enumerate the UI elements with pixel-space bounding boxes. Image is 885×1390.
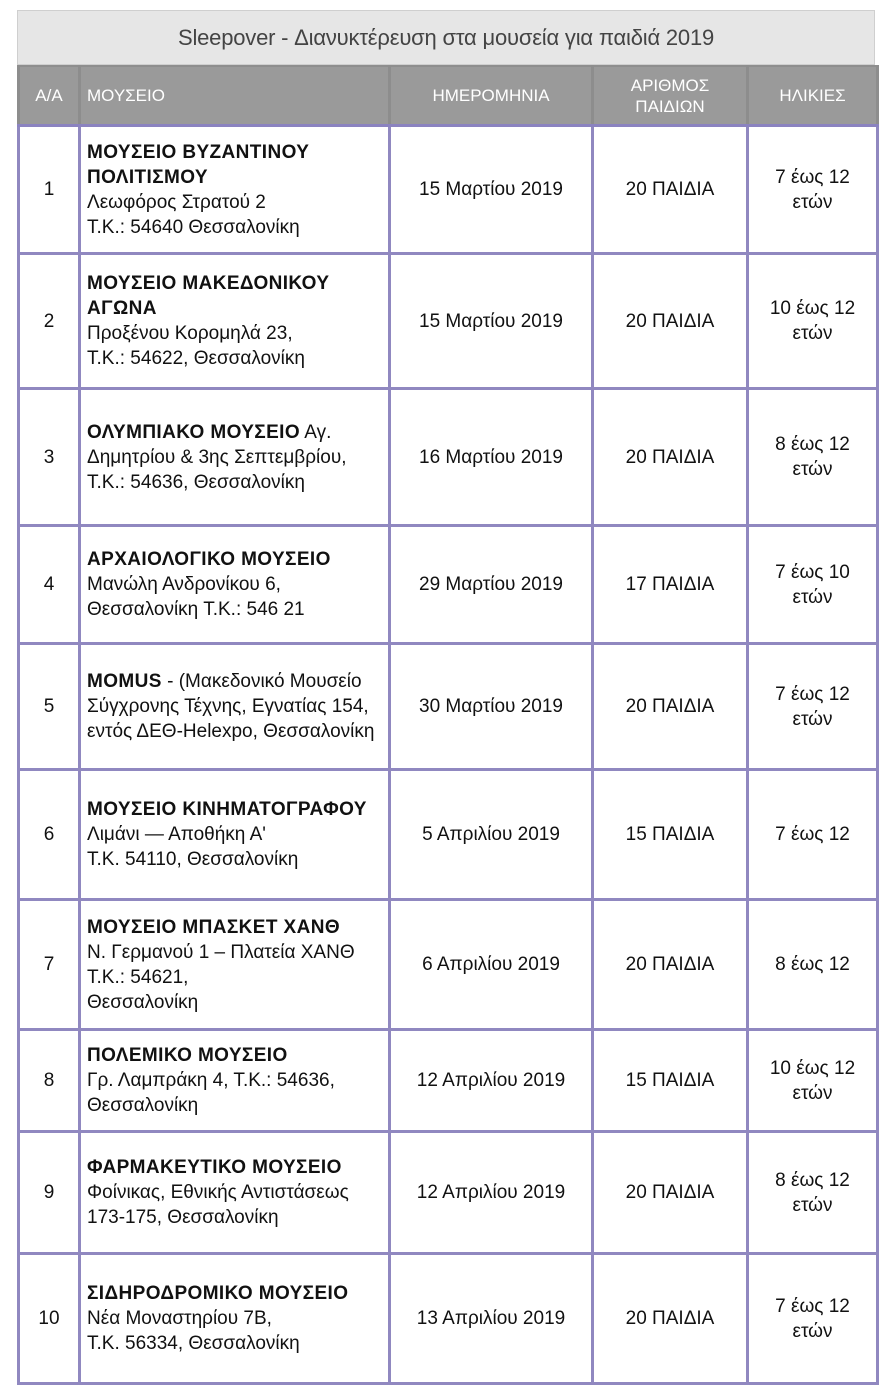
age-range: 10 έως 12 bbox=[769, 1057, 856, 1079]
table-title: Sleepover - Διανυκτέρευση στα μουσεία για παιδιά 2019 bbox=[17, 10, 875, 65]
children-count: 20 ΠΑΙΔΙΑ bbox=[593, 900, 748, 1030]
event-date: 16 Μαρτίου 2019 bbox=[390, 389, 593, 526]
age-range: 7 έως 12 bbox=[775, 683, 850, 705]
age-range: 8 έως 12 bbox=[775, 434, 850, 455]
age-range: 7 έως 12 bbox=[775, 166, 850, 188]
museum-address: Αγ. Δημητρίου & 3ης Σεπτεμβρίου, Τ.Κ.: 54636, Θεσσαλονίκη bbox=[87, 421, 347, 493]
age-range-cell bbox=[748, 126, 878, 254]
museum-address: Ν. Γερμανού 1 – Πλατεία ΧΑΝΘ Τ.Κ.: 54621, Θεσσαλονίκη bbox=[87, 941, 355, 1013]
age-range: 7 έως 12 bbox=[775, 824, 850, 845]
table-header bbox=[19, 66, 878, 126]
age-range-cell bbox=[748, 770, 878, 900]
museum-sleepover-table bbox=[17, 65, 879, 1385]
age-unit: ετών bbox=[792, 459, 833, 480]
event-date: 12 Απριλίου 2019 bbox=[390, 1030, 593, 1132]
children-count: 15 ΠΑΙΔΙΑ bbox=[593, 1030, 748, 1132]
row-number: 8 bbox=[19, 1030, 80, 1132]
age-unit: ετών bbox=[792, 586, 833, 608]
table-row bbox=[19, 770, 878, 900]
event-date: 12 Απριλίου 2019 bbox=[390, 1132, 593, 1254]
header-kids bbox=[593, 66, 748, 126]
museum-address: Γρ. Λαμπράκη 4, Τ.Κ.: 54636, Θεσσαλονίκη bbox=[87, 1070, 335, 1116]
age-unit: ετών bbox=[792, 1194, 833, 1216]
museum-cell bbox=[80, 1030, 390, 1132]
children-count: 20 ΠΑΙΔΙΑ bbox=[593, 1254, 748, 1384]
table-row bbox=[19, 644, 878, 770]
row-number: 9 bbox=[19, 1132, 80, 1254]
row-number: 10 bbox=[19, 1254, 80, 1384]
event-date: 15 Μαρτίου 2019 bbox=[390, 126, 593, 254]
age-range: 7 έως 12 bbox=[775, 1295, 850, 1317]
age-unit: ετών bbox=[792, 191, 833, 213]
header-kids-line1: ΑΡΙΘΜΟΣ bbox=[630, 75, 710, 95]
museum-name: ΜΟΥΣΕΙΟ ΜΑΚΕΔΟΝΙΚΟΥ ΑΓΩΝΑ bbox=[87, 273, 330, 319]
museum-address: Λιμάνι — Αποθήκη Α' Τ.Κ. 54110, Θεσσαλονίκη bbox=[87, 824, 299, 870]
children-count: 17 ΠΑΙΔΙΑ bbox=[593, 526, 748, 644]
museum-name: MOMUS bbox=[87, 671, 162, 692]
museum-name: ΟΛΥΜΠΙΑΚΟ ΜΟΥΣΕΙΟ bbox=[87, 421, 301, 443]
table-row bbox=[19, 526, 878, 644]
museum-address: Λεωφόρος Στρατού 2 Τ.Κ.: 54640 Θεσσαλονίκη bbox=[87, 191, 300, 238]
museum-name: ΑΡΧΑΙΟΛΟΓΙΚΟ ΜΟΥΣΕΙΟ bbox=[87, 549, 331, 570]
museum-address: Προξένου Κορομηλά 23, Τ.Κ.: 54622, Θεσσαλονίκη bbox=[87, 323, 305, 369]
header-date: ΗΜΕΡΟΜΗΝΙΑ bbox=[390, 66, 593, 126]
age-range-cell bbox=[748, 1132, 878, 1254]
table-body bbox=[19, 126, 878, 1384]
age-range-cell bbox=[748, 1254, 878, 1384]
row-number: 3 bbox=[19, 389, 80, 526]
museum-name: ΜΟΥΣΕΙΟ ΜΠΑΣΚΕΤ ΧΑΝΘ bbox=[87, 916, 341, 938]
header-row bbox=[19, 66, 878, 126]
header-aa: Α/Α bbox=[19, 66, 80, 126]
museum-cell bbox=[80, 254, 390, 389]
museum-name: ΜΟΥΣΕΙΟ ΒΥΖΑΝΤΙΝΟΥ ΠΟΛΙΤΙΣΜΟΥ bbox=[87, 141, 310, 188]
children-count: 15 ΠΑΙΔΙΑ bbox=[593, 770, 748, 900]
age-range: 7 έως 10 bbox=[775, 561, 850, 583]
table-row bbox=[19, 126, 878, 254]
museum-name: ΣΙΔΗΡΟΔΡΟΜΙΚΟ ΜΟΥΣΕΙΟ bbox=[87, 1283, 349, 1304]
age-range-cell bbox=[748, 1030, 878, 1132]
age-range: 8 έως 12 bbox=[775, 1169, 850, 1191]
museum-cell bbox=[80, 770, 390, 900]
museum-cell bbox=[80, 644, 390, 770]
children-count: 20 ΠΑΙΔΙΑ bbox=[593, 1132, 748, 1254]
table-row bbox=[19, 1132, 878, 1254]
table-row bbox=[19, 1254, 878, 1384]
museum-address: Νέα Μοναστηρίου 7Β, Τ.Κ. 56334, Θεσσαλονίκη bbox=[87, 1308, 300, 1354]
row-number: 5 bbox=[19, 644, 80, 770]
event-date: 5 Απριλίου 2019 bbox=[390, 770, 593, 900]
age-unit: ετών bbox=[792, 1082, 833, 1104]
event-date: 13 Απριλίου 2019 bbox=[390, 1254, 593, 1384]
age-unit: ετών bbox=[792, 708, 833, 730]
row-number: 6 bbox=[19, 770, 80, 900]
museum-name: ΜΟΥΣΕΙΟ ΚΙΝΗΜΑΤΟΓΡΑΦΟΥ bbox=[87, 799, 367, 820]
museum-cell bbox=[80, 126, 390, 254]
event-date: 30 Μαρτίου 2019 bbox=[390, 644, 593, 770]
age-range-cell bbox=[748, 389, 878, 526]
museum-cell bbox=[80, 1132, 390, 1254]
row-number: 2 bbox=[19, 254, 80, 389]
table-row bbox=[19, 389, 878, 526]
age-range-cell bbox=[748, 644, 878, 770]
museum-address: Μανώλη Ανδρονίκου 6, Θεσσαλονίκη Τ.Κ.: 546 21 bbox=[87, 574, 305, 620]
children-count: 20 ΠΑΙΔΙΑ bbox=[593, 644, 748, 770]
header-ages: ΗΛΙΚΙΕΣ bbox=[748, 66, 878, 126]
children-count: 20 ΠΑΙΔΙΑ bbox=[593, 254, 748, 389]
row-number: 1 bbox=[19, 126, 80, 254]
age-unit: ετών bbox=[792, 323, 833, 344]
museum-cell bbox=[80, 526, 390, 644]
age-range: 8 έως 12 bbox=[775, 954, 850, 975]
row-number: 4 bbox=[19, 526, 80, 644]
age-unit: ετών bbox=[792, 1320, 833, 1342]
table-row bbox=[19, 254, 878, 389]
museum-cell bbox=[80, 1254, 390, 1384]
museum-cell bbox=[80, 900, 390, 1030]
museum-cell bbox=[80, 389, 390, 526]
header-museum: ΜΟΥΣΕΙΟ bbox=[80, 66, 390, 126]
museum-name: ΦΑΡΜΑΚΕΥΤΙΚΟ ΜΟΥΣΕΙΟ bbox=[87, 1157, 342, 1178]
children-count: 20 ΠΑΙΔΙΑ bbox=[593, 126, 748, 254]
row-number: 7 bbox=[19, 900, 80, 1030]
event-date: 15 Μαρτίου 2019 bbox=[390, 254, 593, 389]
age-range: 10 έως 12 bbox=[769, 298, 856, 319]
header-kids-line2: ΠΑΙΔΙΩΝ bbox=[635, 96, 705, 116]
children-count: 20 ΠΑΙΔΙΑ bbox=[593, 389, 748, 526]
table-row bbox=[19, 900, 878, 1030]
event-date: 29 Μαρτίου 2019 bbox=[390, 526, 593, 644]
museum-address: - (Μακεδονικό Μουσείο Σύγχρονης Τέχνης, Εγνατίας 154, εντός ΔΕΘ-Helexpo, Θεσσαλονίκη bbox=[87, 671, 375, 742]
museum-address: Φοίνικας, Εθνικής Αντιστάσεως 173-175, Θεσσαλονίκη bbox=[87, 1182, 349, 1228]
age-range-cell bbox=[748, 900, 878, 1030]
table-row bbox=[19, 1030, 878, 1132]
age-range-cell bbox=[748, 254, 878, 389]
event-date: 6 Απριλίου 2019 bbox=[390, 900, 593, 1030]
museum-name: ΠΟΛΕΜΙΚΟ ΜΟΥΣΕΙΟ bbox=[87, 1045, 288, 1066]
age-range-cell bbox=[748, 526, 878, 644]
